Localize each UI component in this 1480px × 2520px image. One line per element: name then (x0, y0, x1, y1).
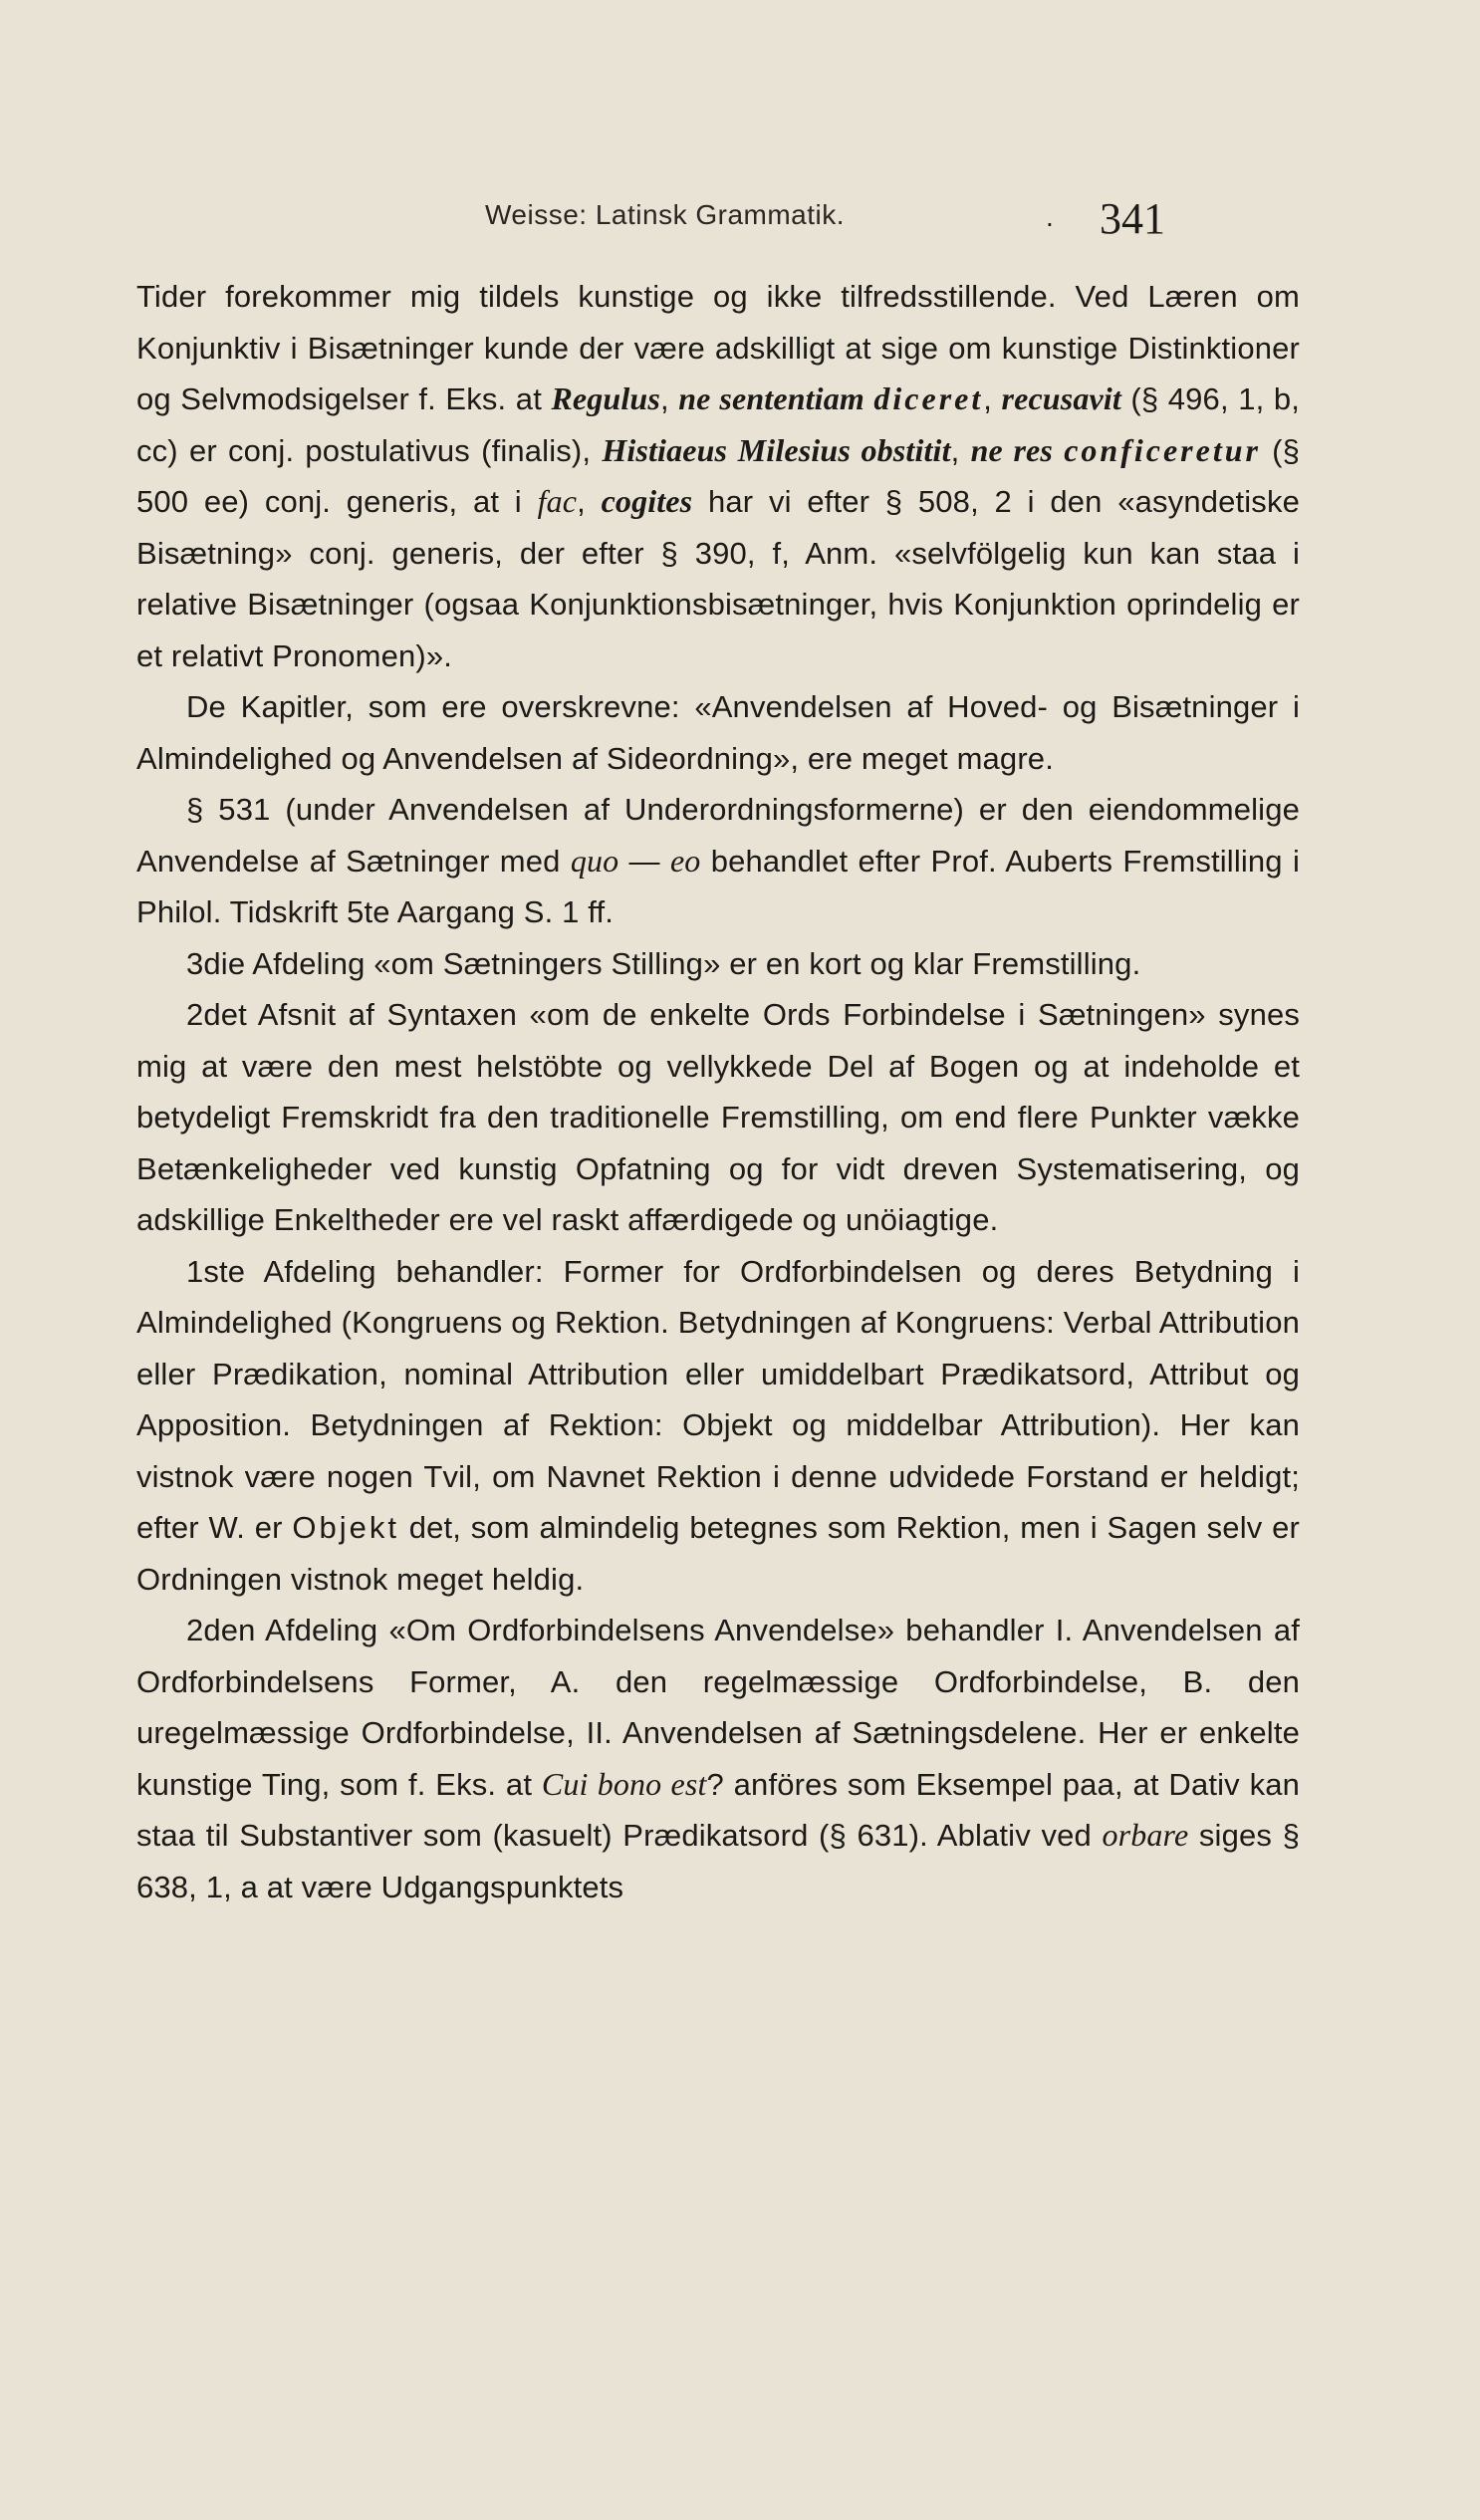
page-number: 341 (1100, 194, 1165, 243)
paragraph-5: 2det Afsnit af Syntaxen «om de enkelte Ords Forbindelse i Sætningen» synes mig at være den mest helstöbte og vellykkede Del af Bogen og at indeholde et betydeligt Fremskridt fra den traditionelle Fremstilling, om end flere Punkter vække Betænkeligheder ved kunstig Opfatning og for vidt dreven Systematisering, og adskillige Enkeltheder ere vel raskt affærdigede og unöiagtige. (136, 997, 1300, 1237)
header-dot: . (1046, 201, 1054, 232)
italic-term: ne res (970, 431, 1054, 468)
paragraph-4: 3die Afdeling «om Sætningers Stilling» er en kort og klar Fremstilling. (186, 945, 1141, 981)
paragraph-1: Tider forekommer mig tildels kunstige og ikke tilfredsstillende. Ved Læren om Konjunktiv i Bisætninger kunde der være adskilligt at sige om kunstige Distinktioner og Selvmodsigelser f. Eks. at Regulus, ne sententiam diceret, recusavit (§ 496, 1, b, cc) er conj. postulativus (finalis), Histiaeus Milesius obstitit, ne res conficeretur (§ 500 ee) conj. generis, at i fac, cogites har vi efter § 508, 2 i den «asyndetiske Bisætning» conj. generis, der efter § 390, f, Anm. «selvfölgelig kun kan staa i relative Bisætninger (ogsaa Konjunktionsbisætninger, hvis Konjunktion oprindelig er et relativt Pronomen)». (136, 279, 1301, 673)
italic-term: quo (570, 842, 619, 879)
italic-term: ne sententiam (678, 380, 864, 416)
paragraph-3: § 531 (under Anvendelsen af Underordningsformerne) er den eiendommelige Anvendelse af Sætninger med quo — eo behandlet efter Prof. Auberts Fremstilling i Philol. Tidskrift 5te Aargang S. 1 ff. (136, 792, 1300, 929)
italic-term: Cui bono est (541, 1765, 707, 1802)
page-header (0, 194, 1480, 249)
italic-term: orbare (1102, 1817, 1189, 1853)
italic-term: Regulus (551, 380, 660, 416)
italic-term: cogites (601, 483, 693, 519)
spaced-term: diceret (873, 380, 984, 416)
italic-term: recusavit (1001, 380, 1121, 416)
italic-term: fac (537, 483, 578, 519)
paragraph-6: 1ste Afdeling behandler: Former for Ordforbindelsen og deres Betydning i Almindelighed (Kongruens og Rektion. Betydningen af Kongruens: Verbal Attribution eller Prædikation, nominal Attribution eller umiddelbart Prædikatsord, Attribut og Apposition. Betydningen af Rektion: Objekt og middelbar Attribution). Her kan vistnok være nogen Tvil, om Navnet Rektion i denne udvidede Forstand er heldigt; efter W. er Objekt det, som almindelig betegnes som Rektion, men i Sagen selv er Ordningen vistnok meget heldig. (136, 1253, 1300, 1597)
paragraph-2: De Kapitler, som ere overskrevne: «Anvendelsen af Hoved- og Bisætninger i Almindelighed og Anvendelsen af Sideordning», ere meget magre. (136, 689, 1300, 776)
running-title: Weisse: Latinsk Grammatik. (485, 199, 846, 230)
italic-term: Histiaeus Milesius obstitit (602, 431, 951, 468)
spaced-term: Objekt (292, 1510, 399, 1545)
body-text (136, 271, 1300, 1912)
spaced-term: conficeretur (1064, 431, 1261, 468)
italic-term: eo (669, 842, 701, 879)
paragraph-7: 2den Afdeling «Om Ordforbindelsens Anvendelse» behandler I. Anvendelsen af Ordforbindelsens Former, A. den regelmæssige Ordforbindelse, B. den uregelmæssige Ordforbindelse, II. Anvendelsen af Sætningsdelene. Her er enkelte kunstige Ting, som f. Eks. at Cui bono est? anföres som Eksempel paa, at Dativ kan staa til Substantiver som (kasuelt) Prædikatsord (§ 631). Ablativ ved orbare siges § 638, 1, a at være Udgangspunktets (136, 1613, 1301, 1904)
